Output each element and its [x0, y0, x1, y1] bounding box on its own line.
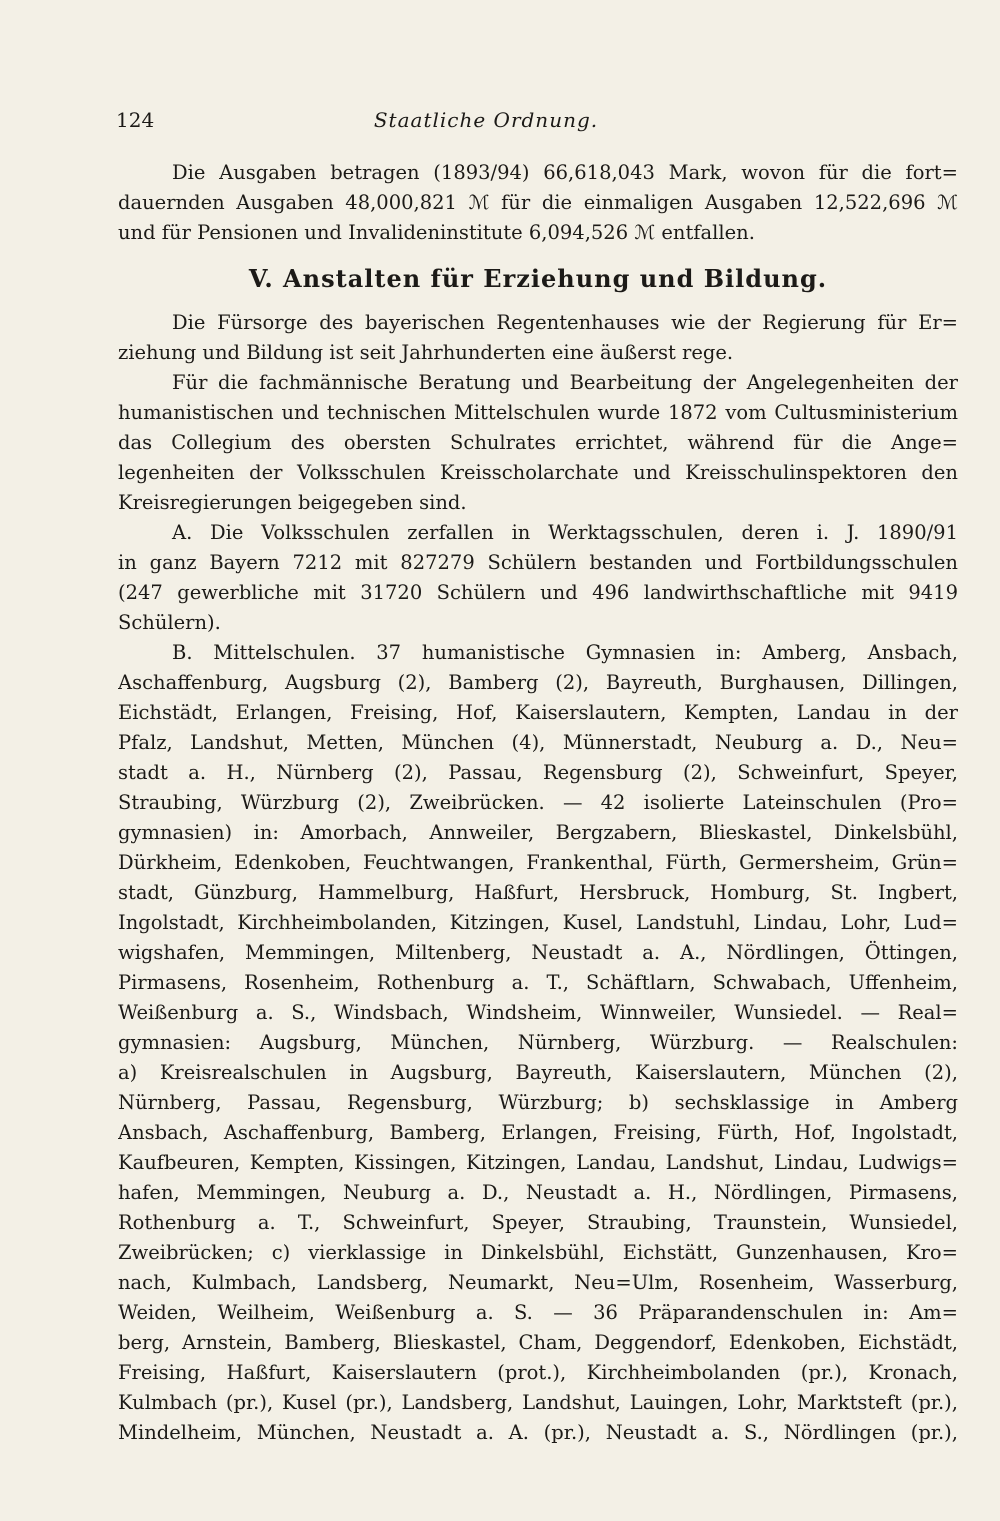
text-line: Eichstädt, Erlangen, Freising, Hof, Kaiserslautern, Kempten, Landau in der: [118, 701, 958, 724]
text-line: legenheiten der Volksschulen Kreisscholarchate und Kreisschulinspektoren den: [118, 461, 958, 484]
paragraph: [118, 368, 958, 518]
text-line: stadt, Günzburg, Hammelburg, Haßfurt, Hersbruck, Homburg, St. Ingbert,: [118, 881, 958, 904]
text-line: Kreisregierungen beigegeben sind.: [118, 491, 467, 514]
text-line: gymnasien: Augsburg, München, Nürnberg, Würzburg. — Realschulen:: [118, 1031, 958, 1054]
text-line: hafen, Memmingen, Neuburg a. D., Neustadt a. H., Nördlingen, Pirmasens,: [118, 1181, 958, 1204]
text-line: Straubing, Würzburg (2), Zweibrücken. — 42 isolierte Lateinschulen (Pro=: [118, 791, 958, 814]
text-line: gymnasien) in: Amorbach, Annweiler, Bergzabern, Blieskastel, Dinkelsbühl,: [118, 821, 958, 844]
text-line: Pirmasens, Rosenheim, Rothenburg a. T., Schäftlarn, Schwabach, Uffenheim,: [118, 971, 958, 994]
text-line: (247 gewerbliche mit 31720 Schülern und 496 landwirthschaftliche mit 9419: [118, 581, 958, 604]
text-line: A. Die Volksschulen zerfallen in Werktagsschulen, deren i. J. 1890/91: [172, 521, 958, 544]
paragraph: [118, 308, 958, 368]
text-line: Aschaffenburg, Augsburg (2), Bamberg (2), Bayreuth, Burghausen, Dillingen,: [118, 671, 958, 694]
text-line: Kaufbeuren, Kempten, Kissingen, Kitzingen, Landau, Landshut, Lindau, Ludwigs=: [118, 1151, 958, 1174]
text-line: Zweibrücken; c) vierklassige in Dinkelsbühl, Eichstätt, Gunzenhausen, Kro=: [118, 1241, 958, 1264]
body-text: [118, 308, 958, 1448]
text-line: nach, Kulmbach, Landsberg, Neumarkt, Neu=Ulm, Rosenheim, Wasserburg,: [118, 1271, 958, 1294]
text-line: berg, Arnstein, Bamberg, Blieskastel, Cham, Deggendorf, Edenkoben, Eichstädt,: [118, 1331, 958, 1354]
text-line: Nürnberg, Passau, Regensburg, Würzburg; b) sechsklassige in Amberg: [118, 1091, 958, 1114]
text-line: a) Kreisrealschulen in Augsburg, Bayreuth, Kaiserslautern, München (2),: [118, 1061, 958, 1084]
text-line: B. Mittelschulen. 37 humanistische Gymnasien in: Amberg, Ansbach,: [172, 641, 958, 664]
text-line: ziehung und Bildung ist seit Jahrhunderten eine äußerst rege.: [118, 341, 734, 364]
section-heading: V. Anstalten für Erziehung und Bildung.: [248, 264, 828, 293]
paragraph-volksschulen: [118, 518, 958, 638]
text-line: Für die fachmännische Beratung und Bearbeitung der Angelegenheiten der: [172, 371, 958, 394]
text-line: das Collegium des obersten Schulrates errichtet, während für die Ange=: [118, 431, 958, 454]
text-line: Die Fürsorge des bayerischen Regentenhauses wie der Regierung für Er=: [172, 311, 958, 334]
text-line: wigshafen, Memmingen, Miltenberg, Neustadt a. A., Nördlingen, Öttingen,: [118, 941, 958, 964]
paragraph-mittelschulen: [118, 638, 958, 1448]
text-line: Ansbach, Aschaffenburg, Bamberg, Erlangen, Freising, Fürth, Hof, Ingolstadt,: [118, 1121, 958, 1144]
intro-paragraph: [118, 158, 958, 248]
text-line: Die Ausgaben betragen (1893/94) 66,618,043 Mark, wovon für die fort=: [172, 161, 958, 184]
text-line: Rothenburg a. T., Schweinfurt, Speyer, Straubing, Traunstein, Wunsiedel,: [118, 1211, 958, 1234]
text-line: Schülern).: [118, 611, 221, 634]
text-line: humanistischen und technischen Mittelschulen wurde 1872 vom Cultusministerium: [118, 401, 958, 424]
page-number: 124: [116, 108, 155, 132]
text-line: Dürkheim, Edenkoben, Feuchtwangen, Frankenthal, Fürth, Germersheim, Grün=: [118, 851, 958, 874]
text-line: Mindelheim, München, Neustadt a. A. (pr.), Neustadt a. S., Nördlingen (pr.),: [118, 1421, 958, 1444]
text-line: Freising, Haßfurt, Kaiserslautern (prot.), Kirchheimbolanden (pr.), Kronach,: [118, 1361, 958, 1384]
running-head-title: Staatliche Ordnung.: [373, 108, 599, 132]
text-line: und für Pensionen und Invalideninstitute 6,094,526 ℳ entfallen.: [118, 221, 755, 244]
text-line: dauernden Ausgaben 48,000,821 ℳ für die einmaligen Ausgaben 12,522,696 ℳ: [118, 191, 958, 214]
text-line: Pfalz, Landshut, Metten, München (4), Münnerstadt, Neuburg a. D., Neu=: [118, 731, 958, 754]
running-head: [116, 108, 856, 138]
text-line: Ingolstadt, Kirchheimbolanden, Kitzingen, Kusel, Landstuhl, Lindau, Lohr, Lud=: [118, 911, 958, 934]
text-line: stadt a. H., Nürnberg (2), Passau, Regensburg (2), Schweinfurt, Speyer,: [118, 761, 958, 784]
text-line: in ganz Bayern 7212 mit 827279 Schülern bestanden und Fortbildungsschulen: [118, 551, 958, 574]
text-line: Weißenburg a. S., Windsbach, Windsheim, Winnweiler, Wunsiedel. — Real=: [118, 1001, 958, 1024]
text-line: Kulmbach (pr.), Kusel (pr.), Landsberg, Landshut, Lauingen, Lohr, Marktsteft (pr.),: [118, 1391, 958, 1414]
text-line: Weiden, Weilheim, Weißenburg a. S. — 36 Präparandenschulen in: Am=: [118, 1301, 958, 1324]
